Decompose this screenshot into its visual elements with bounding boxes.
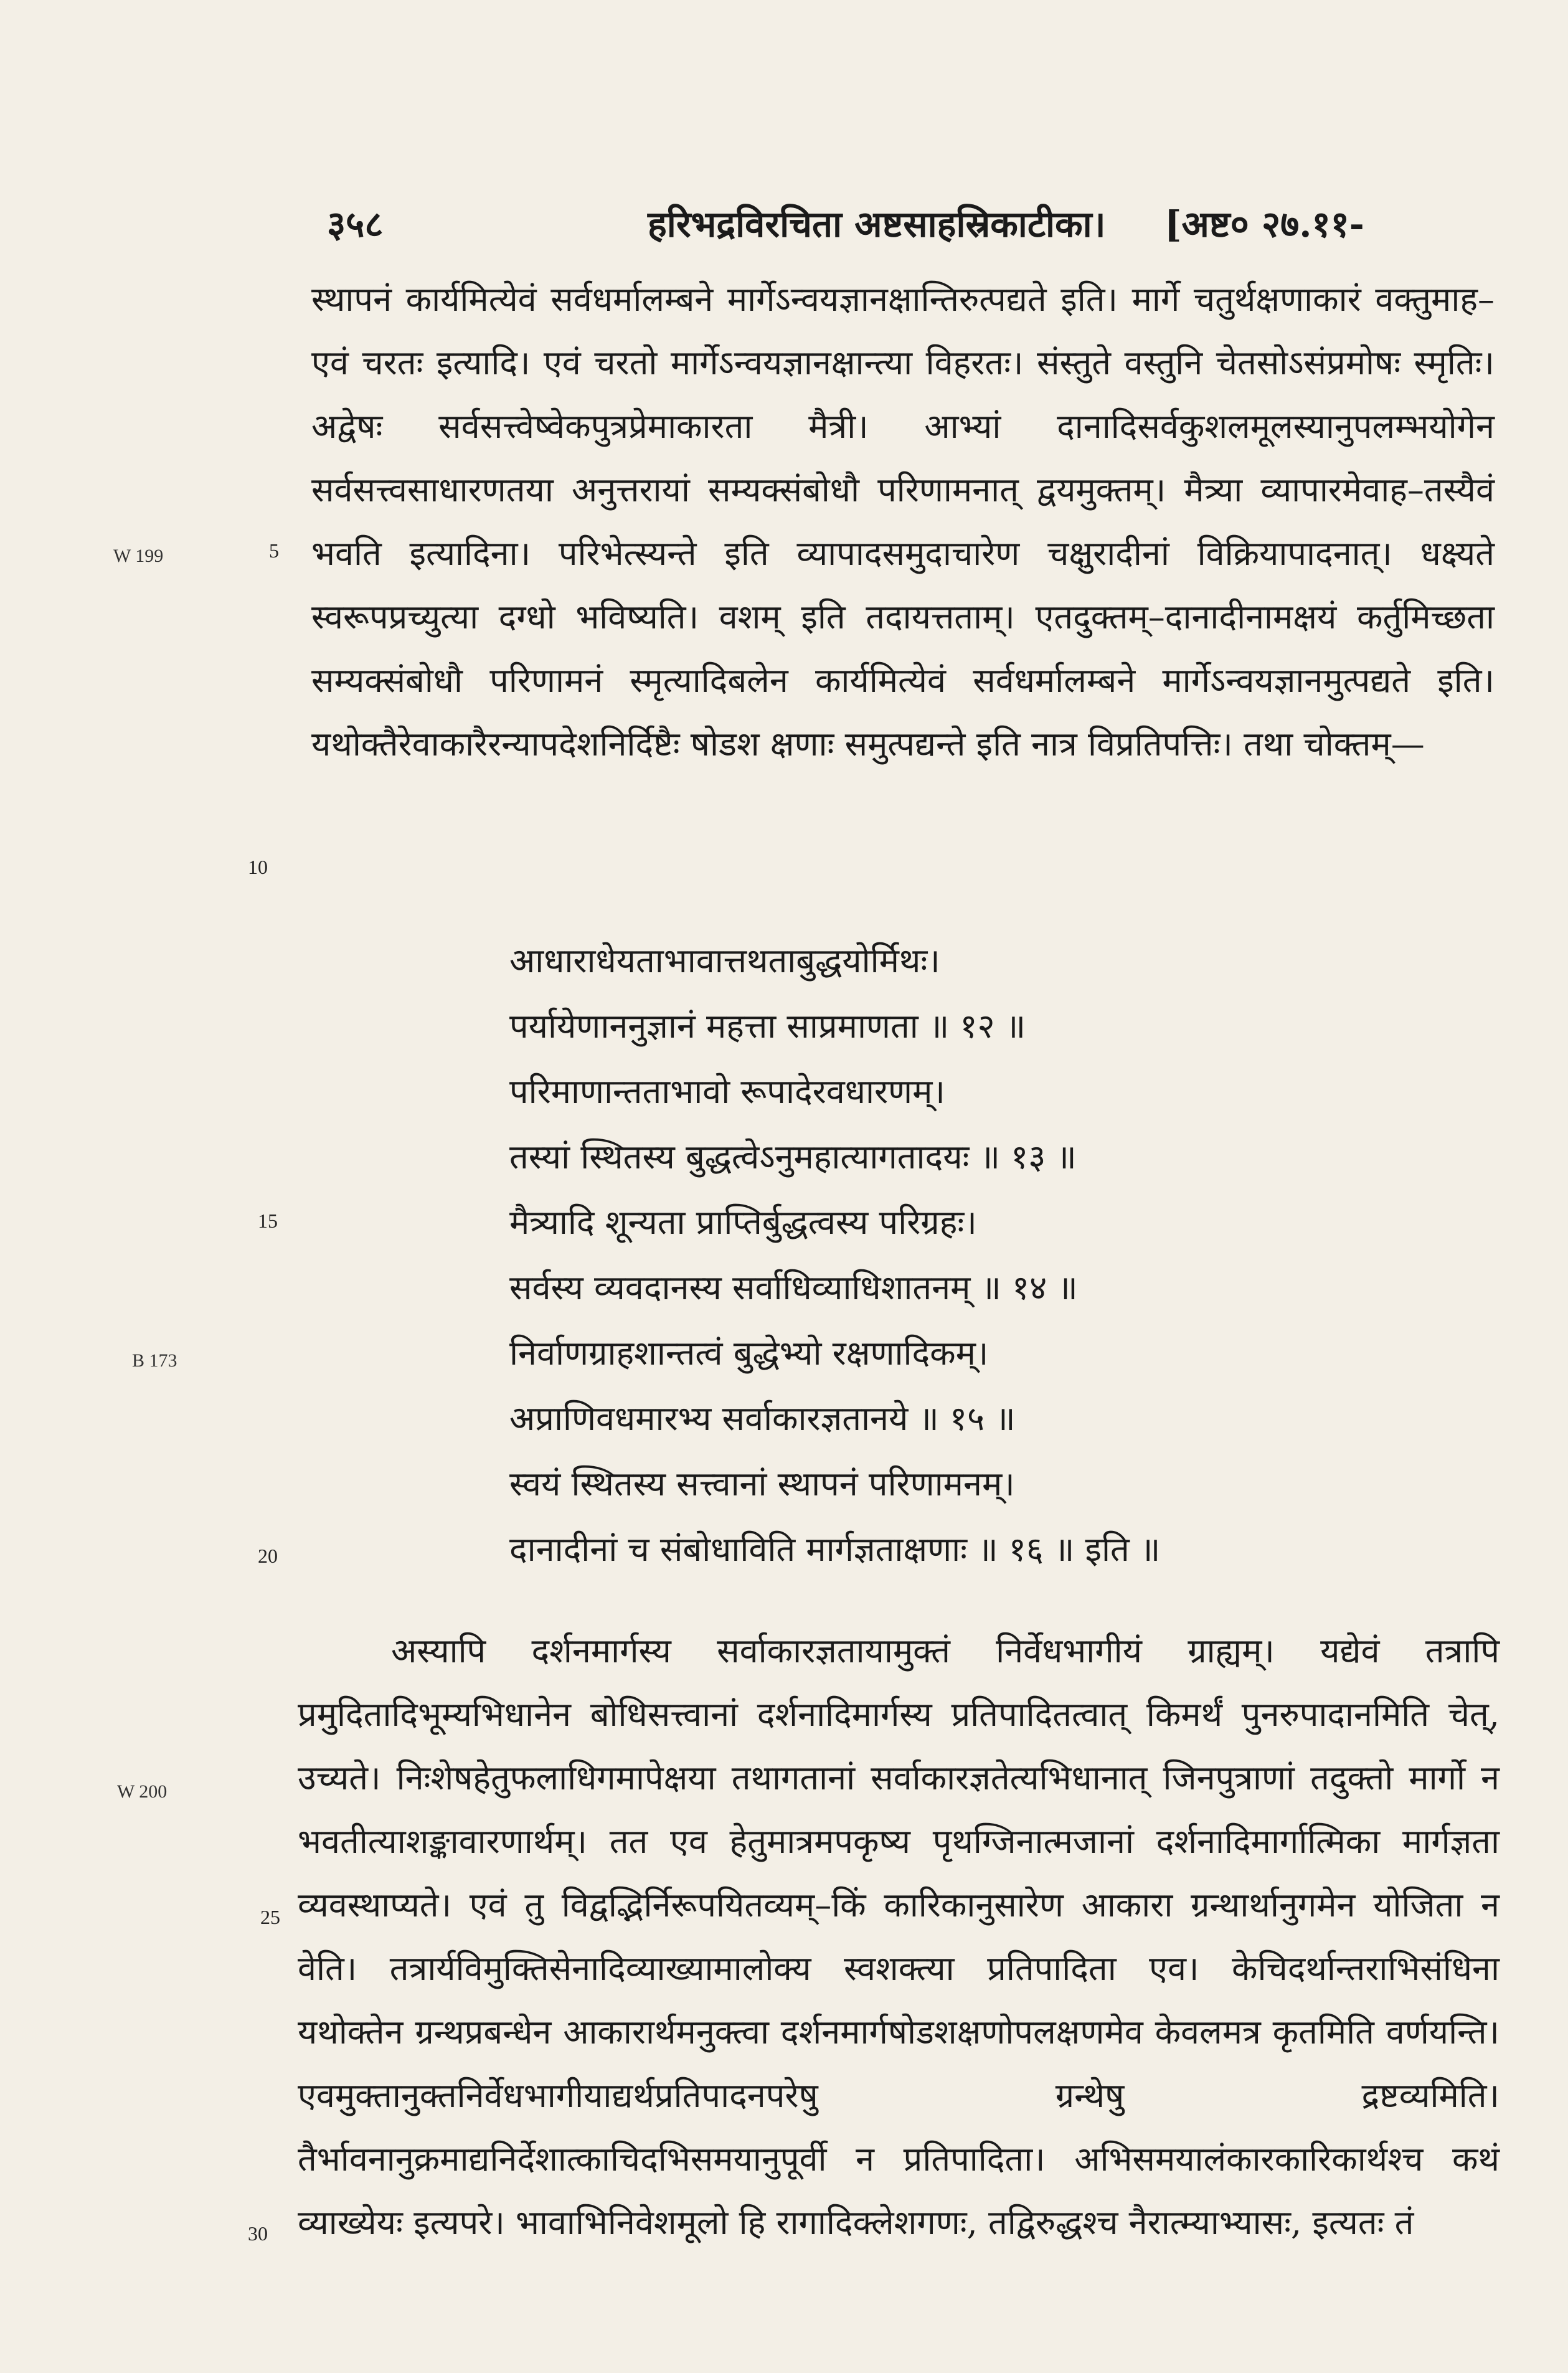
verse-15 xyxy=(509,1320,1443,1451)
verse-line: दानादीनां च संबोधाविति मार्गज्ञताक्षणाः ॥ १६ ॥ इति ॥ xyxy=(509,1530,1161,1569)
page-number: ३५८ xyxy=(327,203,384,245)
verse-line: पर्यायेणाननुज्ञानं महत्ता साप्रमाणता ॥ १२ ॥ xyxy=(509,1007,1026,1046)
line-number-25: 25 xyxy=(260,1906,280,1928)
commentary-block-1 xyxy=(311,268,1495,776)
line-number-15: 15 xyxy=(258,1210,278,1232)
verse-line: आधाराधेयताभावात्तथताबुद्धयोर्मिथः। xyxy=(509,941,940,980)
verse-line: सर्वस्य व्यवदानस्य सर्वाधिव्याधिशातनम् ॥ १४ ॥ xyxy=(509,1268,1078,1307)
margin-ref-w199: W 199 xyxy=(113,546,164,566)
verse-line: अप्राणिवधमारभ्य सर्वाकारज्ञतानये ॥ १५ ॥ xyxy=(509,1399,1016,1438)
running-title: हरिभद्रविरचिता अष्टसाहस्रिकाटीका। xyxy=(648,203,1106,245)
line-number-30: 30 xyxy=(248,2222,268,2245)
verse-13 xyxy=(509,1059,1443,1190)
verse-line: मैत्र्यादि शून्यता प्राप्तिर्बुद्धत्वस्य परिग्रहः। xyxy=(509,1203,977,1242)
verse-16 xyxy=(509,1451,1443,1582)
karika-verses xyxy=(509,928,1443,1582)
verse-line: तस्यां स्थितस्य बुद्धत्वेऽनुमहात्यागतादयः ॥ १३ ॥ xyxy=(509,1137,1077,1177)
verse-12 xyxy=(509,928,1443,1059)
margin-ref-w200: W 200 xyxy=(117,1781,168,1802)
line-number-5: 5 xyxy=(269,539,279,562)
commentary-block-2 xyxy=(298,1619,1500,2255)
section-reference: [अष्ट० २७.११- xyxy=(1164,203,1364,245)
verse-line: स्वयं स्थितस्य सत्त्वानां स्थापनं परिणामनम्। xyxy=(509,1464,1015,1504)
line-number-20: 20 xyxy=(258,1545,278,1567)
running-header xyxy=(0,198,1568,267)
commentary-paragraph: स्थापनं कार्यमित्येवं सर्वधर्मालम्बने मार्गेऽन्वयज्ञानक्षान्तिरुत्पद्यते इति। मार्गे चतुर्थक्षणाकारं वक्तुमाह–एवं चरतः इत्यादि। एवं चरतो मार्गेऽन्वयज्ञानक्षान्त्या विहरतः। संस्तुते वस्तुनि चेतसोऽसंप्रमोषः स्मृतिः। अद्वेषः सर्वसत्त्वेष्वेकपुत्रप्रेमाकारता मैत्री। आभ्यां दानादिसर्वकुशलमूलस्यानुपलम्भयोगेन सर्वसत्त्वसाधारणतया अनुत्तरायां सम्यक्संबोधौ परिणामनात् द्वयमुक्तम्। मैत्र्या व्यापारमेवाह–तस्यैवं भवति इत्यादिना। परिभेत्स्यन्ते इति व्यापादसमुदाचारेण चक्षुरादीनां विक्रियापादनात्। धक्ष्यते स्वरूपप्रच्युत्या दग्धो भविष्यति। वशम् इति तदायत्तताम्। एतदुक्तम्–दानादीनामक्षयं कर्तुमिच्छता सम्यक्संबोधौ परिणामनं स्मृत्यादिबलेन कार्यमित्येवं सर्वधर्मालम्बने मार्गेऽन्वयज्ञानमुत्पद्यते इति। यथोक्तैरेवाकारैरन्यापदेशनिर्दिष्टैः षोडश क्षणाः समुत्पद्यन्ते इति नात्र विप्रतिपत्तिः। तथा चोक्तम्— xyxy=(311,280,1495,764)
line-number-10: 10 xyxy=(248,856,268,878)
commentary-paragraph: अस्यापि दर्शनमार्गस्य सर्वाकारज्ञतायामुक्तं निर्वेधभागीयं ग्राह्यम्। यद्येवं तत्रापि प्रमुदितादिभूम्यभिधानेन बोधिसत्त्वानां दर्शनादिमार्गस्य प्रतिपादितत्वात् किमर्थं पुनरुपादानमिति चेत्, उच्यते। निःशेषहेतुफलाधिगमापेक्षया तथागतानां सर्वाकारज्ञतेत्यभिधानात् जिनपुत्राणां तदुक्तो मार्गो न भवतीत्याशङ्कावारणार्थम्। तत एव हेतुमात्रमपकृष्य पृथग्जिनात्मजानां दर्शनादिमार्गात्मिका मार्गज्ञता व्यवस्थाप्यते। एवं तु विद्वद्भिर्निरूपयितव्यम्–किं कारिकानुसारेण आकारा ग्रन्थार्थानुगमेन योजिता न वेति। तत्रार्यविमुक्तिसेनादिव्याख्यामालोक्य स्वशक्त्या प्रतिपादिता एव। केचिदर्थान्तराभिसंधिना यथोक्तेन ग्रन्थप्रबन्धेन आकारार्थमनुक्त्वा दर्शनमार्गषोडशक्षणोपलक्षणमेव केवलमत्र कृतमिति वर्णयन्ति। एवमुक्तानुक्तनिर्वेधभागीयाद्यर्थप्रतिपादनपरेषु ग्रन्थेषु द्रष्टव्यमिति। तैर्भावनानुक्रमाद्यनिर्देशात्काचिदभिसमयानुपूर्वी न प्रतिपादिता। अभिसमयालंकारकारिकार्थश्च कथं व्याख्येयः इत्यपरे। भावाभिनिवेशमूलो हि रागादिक्लेशगणः, तद्विरुद्धश्च नैरात्म्याभ्यासः, इत्यतः तं xyxy=(298,1631,1500,2242)
verse-line: निर्वाणग्राहशान्तत्वं बुद्धेभ्यो रक्षणादिकम्। xyxy=(509,1333,989,1373)
verse-line: परिमाणान्तताभावो रूपादेरवधारणम्। xyxy=(509,1072,945,1111)
margin-ref-b173: B 173 xyxy=(132,1350,177,1371)
verse-14 xyxy=(509,1190,1443,1320)
